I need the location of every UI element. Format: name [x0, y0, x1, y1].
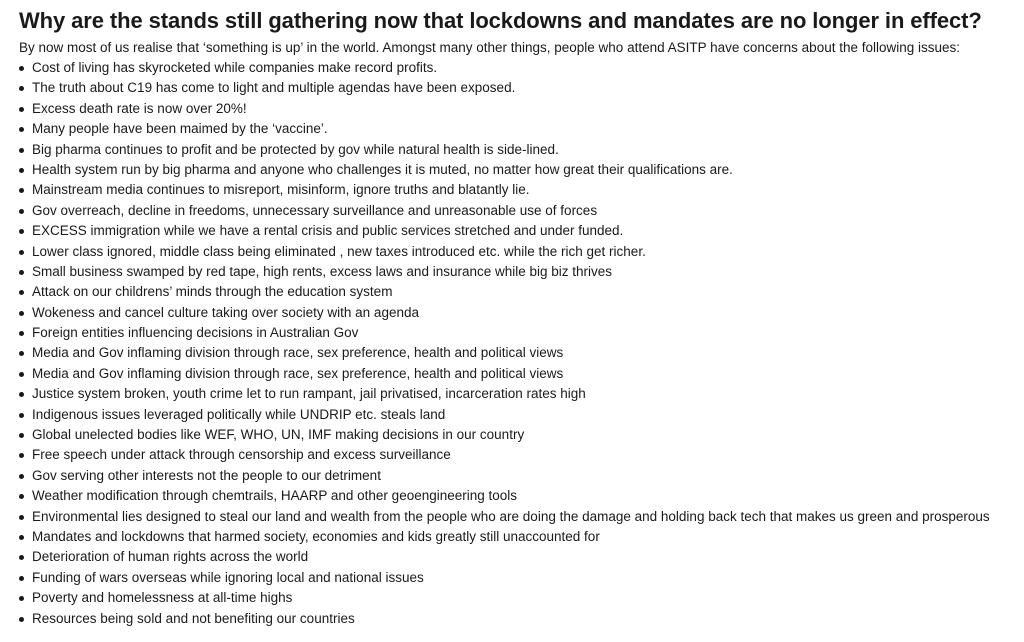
list-item-text: Attack on our childrens’ minds through the education system [32, 284, 393, 300]
list-item-text: Big pharma continues to profit and be protected by gov while natural health is side-lined. [32, 141, 559, 157]
list-item-text: Justice system broken, youth crime let to run rampant, jail privatised, incarceration rates high [32, 386, 586, 402]
list-item-text: Mainstream media continues to misreport, misinform, ignore truths and blatantly lie. [32, 182, 530, 198]
list-item-text: EXCESS immigration while we have a rental crisis and public services stretched and under funded. [32, 223, 624, 239]
list-item [19, 609, 1012, 629]
list-item-text: Free speech under attack through censorship and excess surveillance [32, 447, 451, 463]
list-item [19, 78, 1012, 98]
list-item [19, 323, 1012, 343]
bullet-icon [19, 331, 24, 336]
list-item [19, 58, 1012, 78]
page-title: Why are the stands still gathering now that lockdowns and mandates are no longer in effect? [19, 8, 982, 33]
list-item-text: Lower class ignored, middle class being eliminated , new taxes introduced etc. while the rich get richer. [32, 243, 646, 259]
list-item-text: Health system run by big pharma and anyone who challenges it is muted, no matter how great their qualifications are. [32, 161, 733, 177]
list-item [19, 527, 1012, 547]
list-item-text: The truth about C19 has come to light and multiple agendas have been exposed. [32, 80, 516, 96]
bullet-icon [19, 351, 24, 356]
bullet-icon [19, 474, 24, 479]
list-item [19, 425, 1012, 445]
intro-paragraph: By now most of us realise that ‘something is up’ in the world. Amongst many other things, people who attend ASITP have concerns about the following issues: [19, 40, 961, 55]
list-item [19, 588, 1012, 608]
list-item-text: Environmental lies designed to steal our land and wealth from the people who are doing the damage and holding back tech that makes us green and prosperous [32, 508, 990, 524]
list-item-text: Global unelected bodies like WEF, WHO, UN, IMF making decisions in our country [32, 427, 525, 443]
list-item [19, 486, 1012, 506]
bullet-icon [19, 392, 24, 397]
list-item [19, 405, 1012, 425]
bullet-icon [19, 453, 24, 458]
list-item [19, 282, 1012, 302]
issues-list [19, 58, 1012, 629]
bullet-icon [19, 127, 24, 132]
bullet-icon [19, 250, 24, 255]
bullet-icon [19, 535, 24, 540]
list-item-text: Gov overreach, decline in freedoms, unnecessary surveillance and unreasonable use of forces [32, 202, 598, 218]
list-item [19, 445, 1012, 465]
bullet-icon [19, 66, 24, 71]
list-item-text: Foreign entities influencing decisions in Australian Gov [32, 325, 359, 341]
list-item-text: Small business swamped by red tape, high rents, excess laws and insurance while big biz thrives [32, 263, 613, 279]
bullet-icon [19, 413, 24, 418]
list-item [19, 262, 1012, 282]
list-item-text: Excess death rate is now over 20%! [32, 100, 247, 116]
list-item-text: Resources being sold and not benefiting our countries [32, 610, 355, 626]
bullet-icon [19, 311, 24, 316]
bullet-icon [19, 188, 24, 193]
list-item [19, 160, 1012, 180]
bullet-icon [19, 209, 24, 214]
bullet-icon [19, 433, 24, 438]
list-item [19, 303, 1012, 323]
bullet-icon [19, 596, 24, 601]
list-item [19, 201, 1012, 221]
list-item-text: Gov serving other interests not the people to our detriment [32, 467, 381, 483]
bullet-icon [19, 494, 24, 499]
list-item-text: Media and Gov inflaming division through race, sex preference, health and political views [32, 345, 564, 361]
bullet-icon [19, 168, 24, 173]
list-item [19, 507, 1012, 527]
bullet-icon [19, 148, 24, 153]
list-item [19, 242, 1012, 262]
list-item-text: Deterioration of human rights across the world [32, 549, 309, 565]
list-item-text: Media and Gov inflaming division through race, sex preference, health and political views [32, 365, 564, 381]
bullet-icon [19, 515, 24, 520]
list-item-text: Mandates and lockdowns that harmed society, economies and kids greatly still unaccounted for [32, 528, 600, 544]
list-item-text: Weather modification through chemtrails, HAARP and other geoengineering tools [32, 488, 518, 504]
list-item [19, 119, 1012, 139]
list-item-text: Many people have been maimed by the ‘vaccine’. [32, 121, 328, 137]
list-item [19, 343, 1012, 363]
list-item [19, 466, 1012, 486]
list-item [19, 99, 1012, 119]
bullet-icon [19, 617, 24, 622]
bullet-icon [19, 86, 24, 91]
list-item [19, 384, 1012, 404]
list-item-text: Wokeness and cancel culture taking over society with an agenda [32, 304, 419, 320]
bullet-icon [19, 229, 24, 234]
list-item [19, 547, 1012, 567]
list-item-text: Cost of living has skyrocketed while companies make record profits. [32, 60, 438, 75]
bullet-icon [19, 270, 24, 275]
list-item [19, 568, 1012, 588]
list-item [19, 180, 1012, 200]
list-item [19, 140, 1012, 160]
list-item [19, 221, 1012, 241]
bullet-icon [19, 576, 24, 581]
bullet-icon [19, 107, 24, 112]
list-item-text: Poverty and homelessness at all-time highs [32, 590, 293, 606]
bullet-icon [19, 555, 24, 560]
list-item [19, 364, 1012, 384]
bullet-icon [19, 372, 24, 377]
bullet-icon [19, 290, 24, 295]
list-item-text: Funding of wars overseas while ignoring local and national issues [32, 569, 424, 585]
list-item-text: Indigenous issues leveraged politically while UNDRIP etc. steals land [32, 406, 446, 422]
